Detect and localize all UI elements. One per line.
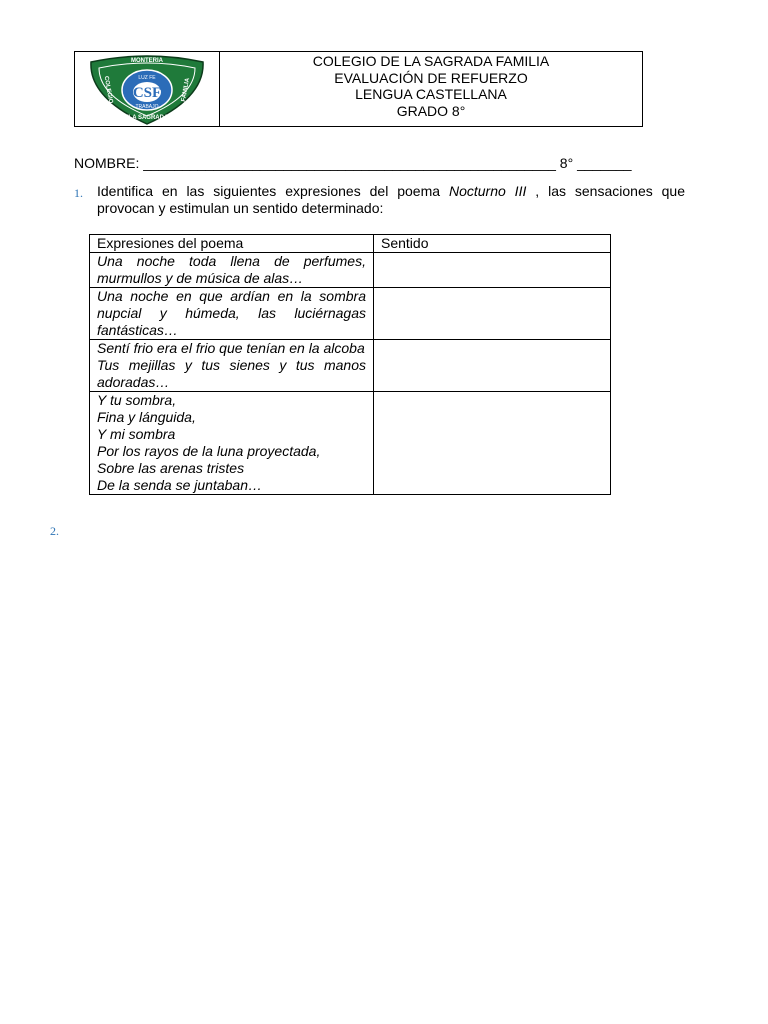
logo-right-text: FAMILIA	[180, 77, 192, 103]
expression-line: Fina y lánguida,	[97, 409, 196, 425]
school-shield-logo	[87, 52, 207, 126]
table-row	[90, 288, 611, 340]
subject-title: LENGUA CASTELLANA	[355, 86, 507, 102]
name-blank[interactable]: _____________________________________________________	[143, 155, 556, 171]
expression-line: Y tu sombra,	[97, 392, 177, 408]
grade-label: 8°	[559, 155, 574, 171]
logo-left-text: COLEGIO	[102, 75, 114, 104]
expression-cell	[90, 392, 374, 495]
logo-monogram: CSF	[132, 85, 162, 101]
evaluation-title: EVALUACIÓN DE REFUERZO	[334, 69, 528, 86]
expression-line: Por los rayos de la luna proyectada,	[97, 443, 321, 459]
expression-line: Y mi sombra	[97, 426, 176, 442]
expression-cell	[90, 253, 374, 288]
sense-cell[interactable]	[374, 340, 611, 392]
grade-blank[interactable]: _______	[577, 155, 632, 171]
logo-motto-top: LUZ FE	[138, 75, 156, 81]
header-expresiones: Expresiones del poema	[90, 235, 374, 253]
expression-cell	[90, 340, 374, 392]
header-sentido: Sentido	[374, 235, 611, 253]
expression-line: Tus mejillas y tus sienes y tus manos adoradas…	[97, 357, 366, 390]
table-row	[90, 340, 611, 392]
question-2-number: 2.	[50, 524, 59, 538]
school-name: COLEGIO DE LA SAGRADA FAMILIA	[312, 53, 550, 69]
question-1-number: 1.	[74, 186, 83, 200]
question-1-text-before: Identifica en las siguientes expresiones del poema	[97, 183, 449, 199]
sense-cell[interactable]	[374, 288, 611, 340]
name-label: NOMBRE:	[74, 155, 140, 171]
logo-bottom-text: "LA SAGRADA	[125, 115, 169, 121]
table-row	[90, 392, 611, 495]
logo-motto-bottom: TRABAJO	[135, 104, 159, 110]
logo-top-text: MONTERIA	[131, 58, 163, 64]
header-table	[74, 51, 643, 127]
sense-cell[interactable]	[374, 253, 611, 288]
poem-title: Nocturno III	[448, 183, 527, 199]
logo-cell	[75, 52, 220, 126]
expression-line: Sobre las arenas tristes	[97, 460, 245, 476]
expression-line: Una noche en que ardían en la sombra nupcial y húmeda, las luciérnagas fantásticas…	[97, 288, 366, 338]
poem-table-header-row	[90, 235, 611, 253]
expression-line: Sentí frio era el frio que tenían en la alcoba	[97, 340, 365, 356]
table-row	[90, 253, 611, 288]
poem-table	[89, 234, 611, 495]
sense-cell[interactable]	[374, 392, 611, 495]
expression-line: De la senda se juntaban…	[97, 477, 262, 493]
expression-cell	[90, 288, 374, 340]
title-cell	[220, 52, 642, 126]
grade-title: GRADO 8°	[396, 102, 466, 119]
student-name-line	[74, 155, 632, 171]
question-1-text	[97, 183, 685, 217]
expression-line: Una noche toda llena de perfumes, murmullos y de música de alas…	[97, 253, 366, 286]
question-1-text-after: , las sensaciones que provocan y estimulan un sentido determinado:	[97, 183, 686, 216]
